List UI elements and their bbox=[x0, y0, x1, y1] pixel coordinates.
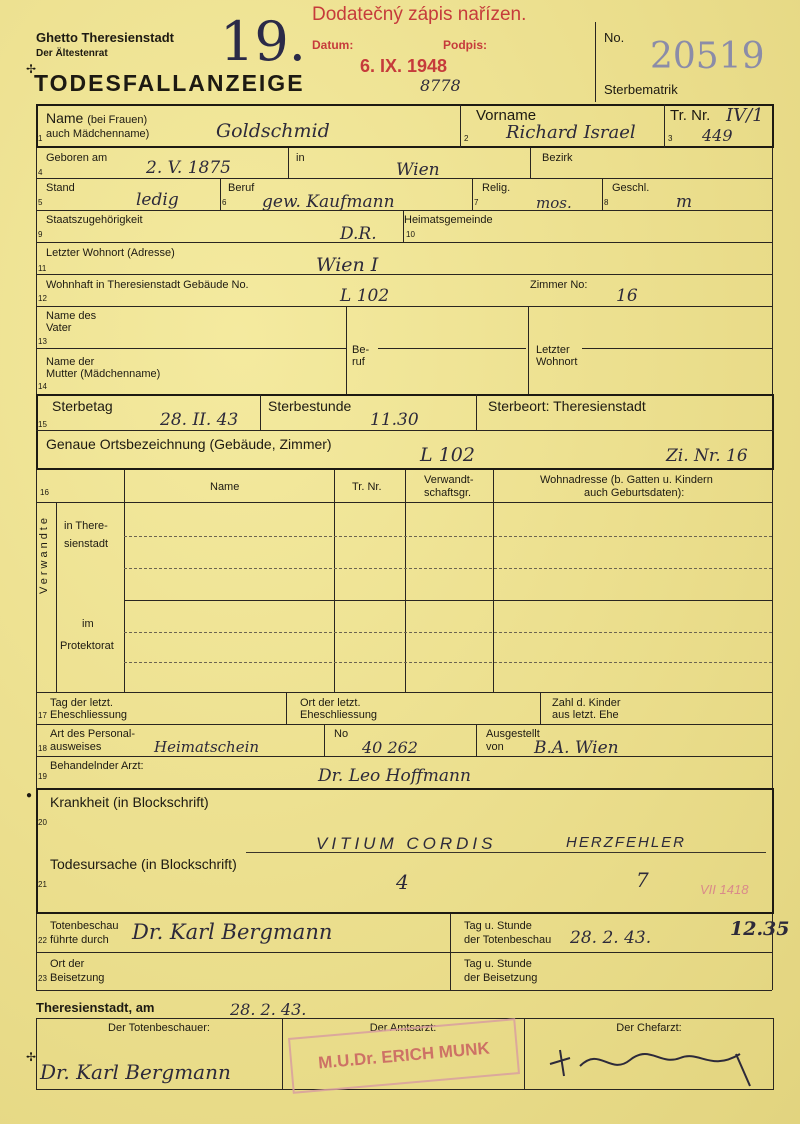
sterbetag-value: 28. II. 43 bbox=[160, 410, 239, 430]
col-trnr: Tr. Nr. bbox=[352, 481, 382, 493]
org-line1: Ghetto Theresienstadt bbox=[36, 30, 174, 45]
mutter-label2: Mutter (Mädchenname) bbox=[46, 368, 161, 380]
name-value: Goldschmid bbox=[216, 120, 330, 142]
amtsarzt-stamp: M.U.Dr. ERICH MUNK bbox=[288, 1018, 520, 1094]
stamp-date: 6. IX. 1948 bbox=[360, 56, 448, 76]
chefarzt-signature bbox=[540, 1036, 760, 1092]
big-number: 19. bbox=[220, 10, 306, 73]
sterbestunde-label: Sterbestunde bbox=[268, 398, 352, 414]
vorname-value: Richard Israel bbox=[506, 122, 636, 143]
geschl-value: m bbox=[676, 192, 693, 212]
totenbeschau-label2: führte durch bbox=[50, 934, 109, 946]
vorname-label: Vorname bbox=[476, 107, 537, 124]
gebaeude-value: L 102 bbox=[340, 286, 390, 306]
hand-number: 20519 bbox=[650, 36, 765, 77]
place-value: 28. 2. 43. bbox=[230, 1000, 307, 1019]
sig1-value: Dr. Karl Bergmann bbox=[40, 1060, 231, 1084]
hole-mark-icon: ✢ bbox=[26, 1050, 37, 1064]
in-there1: in There- bbox=[64, 520, 108, 532]
krankheit-label: Krankheit (in Blockschrift) bbox=[50, 794, 209, 810]
col-wohn1: Wohnadresse (b. Gatten u. Kindern bbox=[540, 474, 713, 486]
datum-label: Datum: bbox=[312, 38, 354, 52]
arzt-label: Behandelnder Arzt: bbox=[50, 760, 144, 772]
red-note: Dodatečný zápis nařízen. bbox=[312, 4, 527, 25]
krankheit-value2: HERZFEHLER bbox=[566, 834, 687, 851]
org-line2: Der Ältestenrat bbox=[36, 48, 108, 59]
sig1-label: Der Totenbeschauer: bbox=[108, 1022, 210, 1034]
geschl-label: Geschl. bbox=[612, 182, 650, 194]
col-name: Name bbox=[210, 481, 240, 493]
trnr-value2: 449 bbox=[702, 126, 733, 145]
tag-beis-label2: der Beisetzung bbox=[464, 972, 538, 984]
in-label: in bbox=[296, 152, 305, 164]
ausgestellt-value: B.A. Wien bbox=[534, 738, 619, 758]
im-label: im bbox=[82, 618, 94, 630]
ort-ehe-label1: Ort der letzt. bbox=[300, 697, 361, 709]
ausgestellt-label1: Ausgestellt bbox=[486, 728, 540, 740]
ursache-value2: 7 bbox=[636, 868, 649, 892]
relig-label: Relig. bbox=[482, 182, 511, 194]
staat-value: D.R. bbox=[340, 224, 377, 244]
ortsbez-label: Genaue Ortsbezeichnung (Gebäude, Zimmer) bbox=[46, 436, 332, 452]
ausgestellt-label2: von bbox=[486, 741, 504, 753]
hand-8778: 8778 bbox=[420, 76, 461, 95]
ortsbez-value1: L 102 bbox=[420, 444, 475, 466]
tag-ehe-label1: Tag der letzt. bbox=[50, 697, 113, 709]
beruf-label: Beruf bbox=[228, 182, 255, 194]
ort-beis-label1: Ort der bbox=[50, 958, 85, 970]
wohnort-label: Letzter Wohnort (Adresse) bbox=[46, 247, 175, 259]
col-verw1: Verwandt- bbox=[424, 474, 474, 486]
arzt-value: Dr. Leo Hoffmann bbox=[318, 766, 471, 786]
sterbeort-label: Sterbeort: Theresienstadt bbox=[488, 398, 646, 414]
no-pers-label: No bbox=[334, 728, 349, 740]
sterbestunde-value: 11.30 bbox=[370, 410, 419, 430]
ursache-value1: 4 bbox=[396, 870, 409, 894]
ort-ehe-label2: Eheschliessung bbox=[300, 709, 378, 721]
trnr-value1: IV/1 bbox=[726, 105, 764, 126]
stand-value: ledig bbox=[136, 190, 179, 210]
gebaeude-label: Wohnhaft in Theresienstadt Gebäude No. bbox=[46, 279, 249, 291]
disease-red-note: VII 1418 bbox=[700, 882, 749, 897]
totenbeschau-value: Dr. Karl Bergmann bbox=[132, 920, 333, 944]
zimmer-value: 16 bbox=[616, 286, 638, 306]
col-verw2: schaftsgr. bbox=[424, 487, 472, 499]
tag-beis-label1: Tag u. Stunde bbox=[464, 958, 532, 970]
geboren-label: Geboren am bbox=[46, 152, 108, 164]
zimmer-label: Zimmer No: bbox=[530, 279, 588, 291]
hole-mark-icon: ✢ bbox=[26, 62, 37, 76]
trnr-label: Tr. Nr. bbox=[670, 107, 711, 124]
relig-value: mos. bbox=[536, 194, 572, 212]
mutter-label1: Name der bbox=[46, 356, 95, 368]
totenbeschau-label1: Totenbeschau bbox=[50, 920, 119, 932]
page-title: TODESFALLANZEIGE bbox=[34, 70, 305, 96]
tag-beschau-time: 12.35 bbox=[730, 918, 790, 940]
sig3-label: Der Chefarzt: bbox=[616, 1022, 682, 1034]
tag-beschau-value: 28. 2. 43. bbox=[570, 928, 652, 948]
podpis-label: Podpis: bbox=[443, 38, 487, 52]
heimat-label: Heimatsgemeinde bbox=[404, 214, 493, 226]
sig2-label: Der Amtsarzt: bbox=[369, 1022, 437, 1034]
stand-label: Stand bbox=[46, 182, 75, 194]
zahl-kinder-label1: Zahl d. Kinder bbox=[552, 697, 621, 709]
krankheit-value1: VITIUM CORDIS bbox=[316, 834, 497, 853]
no-label: No. bbox=[604, 30, 625, 45]
vater-label1: Name des bbox=[46, 310, 97, 322]
in-there2: sienstadt bbox=[64, 538, 109, 550]
ortsbez-value2: Zi. Nr. 16 bbox=[666, 446, 748, 466]
art-label2: ausweises bbox=[50, 741, 102, 753]
art-value: Heimatschein bbox=[154, 738, 260, 756]
ort-beis-label2: Beisetzung bbox=[50, 972, 105, 984]
col-wohn2: auch Geburtsdaten): bbox=[584, 487, 685, 499]
verwandte-side-label: Verwandte bbox=[38, 515, 50, 594]
in-value: Wien bbox=[396, 160, 440, 180]
no-pers-value: 40 262 bbox=[362, 738, 418, 757]
letzter-label1: Letzter bbox=[536, 344, 570, 356]
place-label: Theresienstadt, am bbox=[36, 1000, 155, 1015]
staat-label: Staatszugehörigkeit bbox=[46, 214, 143, 226]
art-label1: Art des Personal- bbox=[50, 728, 135, 740]
wohnort-value: Wien I bbox=[316, 254, 379, 276]
tag-beschau-label2: der Totenbeschau bbox=[464, 934, 552, 946]
name-hint2: auch Mädchenname) bbox=[46, 128, 150, 140]
beruf-p-label2: ruf bbox=[352, 356, 365, 368]
geboren-value: 2. V. 1875 bbox=[146, 158, 231, 178]
protektorat-label: Protektorat bbox=[60, 640, 114, 652]
tag-beschau-label1: Tag u. Stunde bbox=[464, 920, 532, 932]
letzter-label2: Wohnort bbox=[536, 356, 578, 368]
bezirk-label: Bezirk bbox=[542, 152, 573, 164]
zahl-kinder-label2: aus letzt. Ehe bbox=[552, 709, 619, 721]
document-page: Ghetto Theresienstadt Der Ältestenrat TODESFALLANZEIGE 19. Dodatečný zápis nařízen. Datum: Podpis: 6. IX. 1948 8778 No. Sterbematrik 20519 Name (bei Frauen) 1 auch Mädchenname) Goldschmid Vorname 2 Richard Israel Tr. Nr. IV/1 3 449 Geboren am 4 2. V. 1875 in Wien Bezirk Stand 5 ledig Beruf 6 gew. Kaufmann Relig. 7 mos. Geschl. 8 m Staatszugehörigkeit 9 D.R. Heimatsgemeinde 10 Letzter Wohnort (Adresse) 11 Wien I Wohnhaft in Theresienstadt Gebäude No. 12 L 102 Zimmer No: 16 Name des Vater 13 Name der Mutter (Mädchenname) 14 Be- ruf Letzter Wohnort Sterbetag 15 28. II. 43 Sterbestunde 11.30 Sterbeort: Theresienstadt Genaue Ortsbezeichnung (Gebäude, Zimmer) L 102 Zi. Nr. 16 16 Name Tr. Nr. Verwandt- schaftsgr. Wohnadresse (b. Gatten u. Kindern auch Geburtsdaten): Verwandte in There- sienstadt im Protektorat Tag der letzt. Eheschliessung 17 Ort der letzt. Eheschliessung Zahl d. Kinder aus letzt. Ehe Art des Personal- ausweises 18 Heimatschein No 40 262 Ausgestellt von B.A. Wien Behandelnder Arzt: 19 Dr. Leo Hoffmann Krankheit (in Blockschrift) 20 VITIUM CORDIS HERZFEHLER Todesursache (in Blockschrift) 21 4 7 VII 1418 Totenbeschau führte durch 22 Dr. Karl Bergmann Tag u. Stunde der Totenbeschau 28. 2. 43. 12.35 Ort der Beisetzung 23 Tag u. Stunde der Beisetzung Theresienstadt, am 28. 2. 43. Der Totenbeschauer: Der Amtsarzt: Der Chefarzt: Dr. Karl Bergmann M.U.Dr. ERICH MUNK ✢ ● ✢ bbox=[0, 0, 800, 1124]
sterbetag-label: Sterbetag bbox=[52, 398, 113, 414]
tag-ehe-label2: Eheschliessung bbox=[50, 709, 128, 721]
sterbematrik-label: Sterbematrik bbox=[604, 82, 678, 97]
vater-label2: Vater bbox=[46, 322, 72, 334]
beruf-p-label1: Be- bbox=[352, 344, 370, 356]
ursache-label: Todesursache (in Blockschrift) bbox=[50, 856, 237, 872]
beruf-value: gew. Kaufmann bbox=[262, 192, 395, 212]
hole-mark-icon: ● bbox=[26, 790, 33, 801]
name-label-wrap: Name (bei Frauen) bbox=[46, 110, 148, 126]
